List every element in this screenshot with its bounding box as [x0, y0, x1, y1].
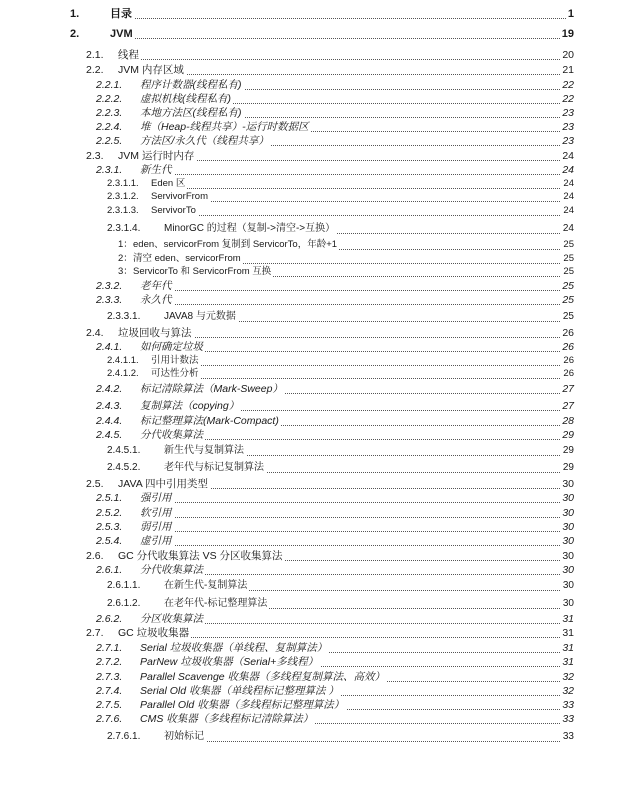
toc-entry-number: 2.4.2.: [96, 383, 123, 395]
toc-entry-page: 31: [562, 613, 574, 625]
toc-entry[interactable]: [0, 382, 640, 396]
toc-entry-number: 2.7.1.: [96, 642, 123, 654]
toc-entry-number: 2.2.: [86, 64, 104, 76]
toc-entry-number: 2.4.1.2.: [107, 368, 139, 379]
toc-entry-title: Eden 区: [151, 178, 186, 189]
toc-entry-page: 30: [562, 535, 574, 547]
toc-entry-title: 分代收集算法: [140, 429, 203, 441]
toc-entry-number: 1.: [70, 8, 80, 20]
toc-entry-page: 23: [562, 121, 574, 133]
toc-entry[interactable]: [0, 579, 640, 593]
toc-entry-number: 2.7.3.: [96, 671, 123, 683]
toc-entry-title: ServivorTo: [151, 205, 196, 216]
toc-entry-number: 2.2.4.: [96, 121, 123, 133]
toc-entry-number: 2.3.1.1.: [107, 178, 139, 189]
toc-entry-page: 33: [562, 699, 574, 711]
toc-entry-title: Parallel Scavenge 收集器（多线程复制算法、高效）: [140, 671, 386, 683]
dot-leader: [140, 609, 574, 624]
toc-entry[interactable]: [0, 563, 640, 577]
toc-entry-number: 3：: [118, 266, 133, 277]
toc-entry-title: 虚引用: [140, 535, 172, 547]
toc-entry-number: 1：: [118, 239, 133, 250]
toc-entry-number: 2.6.2.: [96, 613, 123, 625]
dot-leader: [151, 187, 574, 202]
toc-entry-page: 31: [562, 642, 574, 654]
toc-entry-number: 2.2.3.: [96, 107, 123, 119]
toc-entry-title: 方法区/永久代（线程共享）: [140, 135, 269, 147]
toc-entry-page: 24: [562, 164, 574, 176]
toc-entry-page: 24: [562, 223, 574, 234]
toc-entry-title: 标记清除算法（Mark-Sweep）: [140, 383, 283, 395]
toc-entry-number: 2.7.: [86, 627, 104, 639]
toc-entry-title: 如何确定垃圾: [140, 341, 203, 353]
toc-entry[interactable]: [0, 461, 640, 475]
toc-entry-page: 30: [562, 478, 574, 490]
toc-entry-page: 24: [563, 205, 574, 216]
toc-entry-page: 32: [562, 685, 574, 697]
toc-entry-page: 19: [561, 28, 574, 40]
toc-entry-title: 在老年代-标记整理算法: [164, 598, 268, 609]
toc-entry-page: 25: [563, 253, 574, 264]
toc-entry-number: 2.1.: [86, 49, 104, 61]
toc-entry-page: 22: [562, 79, 574, 91]
toc-entry-title: 本地方法区(线程私有): [140, 107, 242, 119]
toc-entry-title: GC 垃圾收集器: [118, 627, 190, 639]
dot-leader: [140, 290, 574, 305]
toc-entry-title: 在新生代-复制算法: [164, 580, 248, 591]
dot-leader: [164, 727, 574, 742]
toc-entry-title: JAVA 四中引用类型: [118, 478, 209, 490]
toc-entry-title: 虚拟机栈(线程私有): [140, 93, 231, 105]
toc-entry-page: 32: [562, 671, 574, 683]
toc-entry-title: 堆（Heap-线程共享）-运行时数据区: [140, 121, 309, 133]
toc-entry-title: JVM 运行时内存: [118, 150, 195, 162]
toc-entry-title: 新生代: [140, 164, 172, 176]
toc-entry-number: 2.3.1.2.: [107, 191, 139, 202]
dot-leader: [140, 503, 574, 518]
toc-entry-number: 2.6.1.2.: [107, 598, 141, 609]
toc-entry-page: 20: [562, 49, 574, 61]
toc-entry[interactable]: [0, 204, 640, 218]
dot-leader: [140, 531, 574, 546]
dot-leader: [140, 160, 574, 175]
toc-entry-page: 27: [562, 383, 574, 395]
toc-entry-number: 2.5.3.: [96, 521, 123, 533]
toc-entry-number: 2.7.4.: [96, 685, 123, 697]
toc-entry-page: 25: [562, 294, 574, 306]
toc-entry[interactable]: [0, 730, 640, 744]
toc-entry[interactable]: [0, 27, 640, 41]
dot-leader: [140, 337, 574, 352]
toc-entry-page: 21: [562, 64, 574, 76]
toc-entry-title: 引用计数法: [151, 355, 199, 366]
toc-entry-page: 1: [567, 8, 574, 20]
toc-entry-page: 28: [562, 415, 574, 427]
toc-entry-title: 初始标记: [164, 731, 204, 742]
toc-entry-title: 可达性分析: [151, 368, 199, 379]
toc-entry[interactable]: [0, 428, 640, 442]
toc-entry-number: 2.2.5.: [96, 135, 123, 147]
toc-entry-number: 2.4.5.: [96, 429, 123, 441]
toc-entry[interactable]: [0, 7, 640, 21]
toc-entry-number: 2.4.1.1.: [107, 355, 139, 366]
toc-entry-page: 25: [563, 266, 574, 277]
toc-entry-page: 29: [562, 445, 574, 456]
dot-leader: [140, 517, 574, 532]
toc-entry-page: 25: [563, 239, 574, 250]
toc-entry-title: 标记整理算法(Mark-Compact): [140, 415, 279, 427]
toc-entry-page: 24: [563, 191, 574, 202]
toc-entry-title: 强引用: [140, 492, 172, 504]
toc-entry-number: 2.3.1.: [96, 164, 123, 176]
toc-entry-page: 30: [562, 550, 574, 562]
toc-entry-page: 30: [562, 598, 574, 609]
toc-entry-page: 23: [562, 107, 574, 119]
toc-entry-title: ServicorTo 和 ServicorFrom 互换: [133, 266, 272, 277]
toc-entry-title: 永久代: [140, 294, 172, 306]
toc-entry-page: 30: [562, 492, 574, 504]
toc-entry-page: 26: [562, 327, 574, 339]
toc-entry-number: 2.5.: [86, 478, 104, 490]
toc-entry-number: 2.5.1.: [96, 492, 123, 504]
toc-entry-number: 2.5.2.: [96, 507, 123, 519]
toc-entry-page: 30: [562, 507, 574, 519]
toc-entry-title: 老年代: [140, 280, 172, 292]
toc-entry-title: MinorGC 的过程（复制->清空->互换）: [164, 223, 336, 234]
toc-entry-page: 25: [562, 280, 574, 292]
toc-entry-number: 2.4.3.: [96, 400, 123, 412]
toc-entry-title: 垃圾回收与算法: [118, 327, 192, 339]
toc-entry-number: 2.6.: [86, 550, 104, 562]
dot-leader: [118, 60, 574, 75]
toc-entry-number: 2.6.1.1.: [107, 580, 141, 591]
dot-leader: [118, 45, 574, 60]
dot-leader: [110, 24, 574, 39]
toc-entry-page: 23: [562, 135, 574, 147]
toc-entry-page: 30: [562, 564, 574, 576]
toc-entry-number: 2.3.3.: [96, 294, 123, 306]
toc-entry-number: 2.3.1.3.: [107, 205, 139, 216]
toc-entry-title: Parallel Old 收集器（多线程标记整理算法）: [140, 699, 345, 711]
toc-entry-title: 老年代与标记复制算法: [164, 462, 264, 473]
toc-entry-number: 2.4.4.: [96, 415, 123, 427]
toc-entry[interactable]: [0, 293, 640, 307]
toc-entry-number: 2.3.2.: [96, 280, 123, 292]
toc-entry-page: 26: [563, 368, 574, 379]
toc-entry-page: 22: [562, 93, 574, 105]
toc-entry-title: 软引用: [140, 507, 172, 519]
toc-entry-page: 26: [562, 341, 574, 353]
toc-entry-number: 2.6.1.: [96, 564, 123, 576]
toc-entry-number: 2.4.5.2.: [107, 462, 141, 473]
toc-entry-title: Serial 垃圾收集器（单线程、复制算法）: [140, 642, 328, 654]
toc-entry-number: 2.5.4.: [96, 535, 123, 547]
toc-entry-number: 2：: [118, 253, 133, 264]
toc-entry[interactable]: [0, 310, 640, 324]
toc-entry-title: ServivorFrom: [151, 191, 209, 202]
toc-entry-number: 2.2.2.: [96, 93, 123, 105]
toc-entry-number: 2.2.1.: [96, 79, 123, 91]
toc-entry-page: 29: [562, 429, 574, 441]
toc-entry-title: 新生代与复制算法: [164, 445, 244, 456]
dot-leader: [110, 4, 574, 19]
toc-entry-title: CMS 收集器（多线程标记清除算法）: [140, 713, 314, 725]
toc-entry-title: Serial Old 收集器（单线程标记整理算法 ）: [140, 685, 339, 697]
toc-entry-number: 2.7.6.: [96, 713, 123, 725]
toc-entry-title: eden、servicorFrom 复制到 ServicorTo，年龄+1: [133, 239, 338, 250]
toc-entry-title: JVM: [110, 28, 133, 40]
toc-entry-number: 2.3.1.4.: [107, 223, 141, 234]
toc-entry-page: 25: [562, 311, 574, 322]
toc-entry-title: 分代收集算法: [140, 564, 203, 576]
toc-entry-title: 弱引用: [140, 521, 172, 533]
toc-entry-page: 29: [562, 462, 574, 473]
toc-entry-page: 24: [563, 178, 574, 189]
toc-entry-title: ParNew 垃圾收集器（Serial+多线程）: [140, 656, 319, 668]
toc-entry-title: 目录: [110, 8, 132, 20]
toc-entry-page: 31: [562, 627, 574, 639]
toc-entry-number: 2.7.5.: [96, 699, 123, 711]
toc-entry[interactable]: [0, 444, 640, 458]
toc-entry-number: 2.7.6.1.: [107, 731, 141, 742]
toc-entry-title: 线程: [118, 49, 139, 61]
toc-entry-number: 2.4.1.: [96, 341, 123, 353]
toc-entry-number: 2.4.5.1.: [107, 445, 141, 456]
toc-entry-page: 33: [562, 713, 574, 725]
toc-entry-page: 26: [563, 355, 574, 366]
toc-entry-number: 2.3.3.1.: [107, 311, 141, 322]
toc-entry-title: JVM 内存区域: [118, 64, 184, 76]
toc-entry-title: JAVA8 与元数据: [164, 311, 236, 322]
toc-entry-page: 27: [562, 400, 574, 412]
toc-entry-page: 31: [562, 656, 574, 668]
toc-entry-number: 2.4.: [86, 327, 104, 339]
dot-leader: [151, 364, 574, 379]
toc-entry[interactable]: [0, 222, 640, 236]
dot-leader: [151, 201, 574, 216]
toc-entry-title: 清空 eden、servicorFrom: [133, 253, 241, 264]
toc-entry-page: 24: [562, 150, 574, 162]
toc-entry-title: 分区收集算法: [140, 613, 203, 625]
toc-entry-title: 复制算法（copying）: [140, 400, 240, 412]
toc-entry-title: 程序计数器(线程私有): [140, 79, 242, 91]
toc-entry[interactable]: [0, 712, 640, 726]
toc-entry-number: 2.7.2.: [96, 656, 123, 668]
toc-entry-title: GC 分代收集算法 VS 分区收集算法: [118, 550, 283, 562]
toc-entry-number: 2.: [70, 28, 80, 40]
toc-entry-page: 33: [562, 731, 574, 742]
toc-entry-page: 30: [562, 521, 574, 533]
toc-entry-page: 30: [562, 580, 574, 591]
toc-entry-number: 2.3.: [86, 150, 104, 162]
